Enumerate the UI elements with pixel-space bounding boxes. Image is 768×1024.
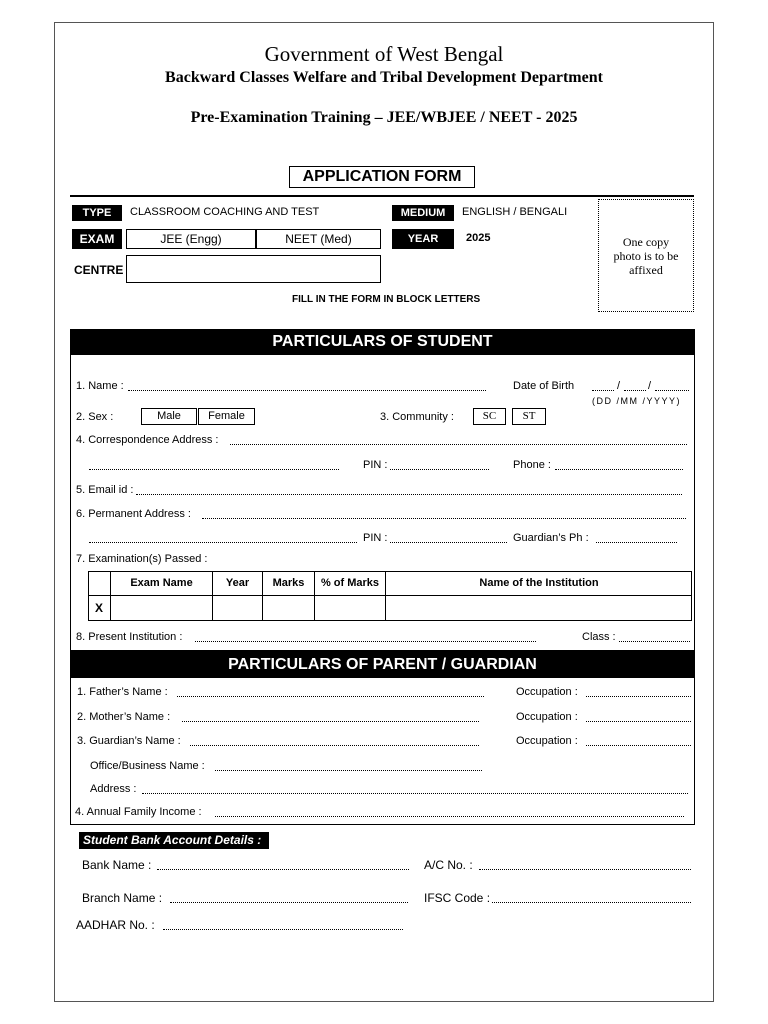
- phone-label: Phone :: [513, 459, 551, 471]
- father-occupation-label: Occupation :: [516, 686, 578, 698]
- year-label: YEAR: [392, 229, 454, 249]
- email-input[interactable]: [136, 494, 682, 495]
- table-header-year: Year: [225, 577, 250, 589]
- mother-label: 2. Mother’s Name :: [77, 711, 171, 723]
- student-section-title: PARTICULARS OF STUDENT: [70, 329, 695, 355]
- aadhar-label: AADHAR No. :: [76, 918, 155, 932]
- table-row-mark: X: [94, 601, 103, 615]
- gov-title: Government of West Bengal: [264, 42, 504, 66]
- ifsc-label: IFSC Code :: [424, 891, 491, 905]
- dob-year-input[interactable]: [655, 390, 689, 391]
- sex-female-option[interactable]: Female: [198, 408, 255, 425]
- guardian-ph-label: Guardian’s Ph :: [513, 532, 589, 544]
- community-sc-option[interactable]: SC: [473, 408, 506, 425]
- phone-input[interactable]: [555, 469, 683, 470]
- photo-note: One copy photo is to be affixed: [613, 235, 679, 277]
- class-label: Class :: [582, 631, 616, 643]
- dob-day-input[interactable]: [592, 390, 614, 391]
- sex-label: 2. Sex :: [76, 411, 114, 423]
- parent-section-title: PARTICULARS OF PARENT / GUARDIAN: [70, 651, 695, 678]
- community-label: 3. Community :: [380, 411, 454, 423]
- office-input[interactable]: [215, 770, 482, 771]
- table-cell-year[interactable]: [213, 596, 262, 620]
- table-header-marks: Marks: [272, 577, 305, 589]
- exam-option-neet[interactable]: NEET (Med): [256, 229, 381, 249]
- pin2-input[interactable]: [390, 542, 507, 543]
- program-title: Pre-Examination Training – JEE/WBJEE / NEET - 2025: [190, 109, 578, 126]
- present-inst-input[interactable]: [195, 641, 536, 642]
- name-label: 1. Name :: [76, 380, 124, 392]
- pin-label: PIN :: [363, 459, 388, 471]
- photo-box[interactable]: [598, 199, 694, 312]
- branch-label: Branch Name :: [82, 891, 163, 905]
- pin-input[interactable]: [390, 469, 489, 470]
- class-input[interactable]: [619, 641, 690, 642]
- guardian-occupation-label: Occupation :: [516, 735, 578, 747]
- sex-male-option[interactable]: Male: [141, 408, 197, 425]
- mother-occupation-label: Occupation :: [516, 711, 578, 723]
- table-header-institution: Name of the Institution: [479, 577, 599, 589]
- dob-month-input[interactable]: [624, 390, 646, 391]
- aadhar-input[interactable]: [163, 929, 403, 930]
- dept-title: Backward Classes Welfare and Tribal Development Department: [165, 69, 603, 86]
- email-label: 5. Email id :: [76, 484, 134, 496]
- bank-title: Student Bank Account Details :: [79, 832, 269, 849]
- dob-format: (DD /MM /YYYY): [592, 396, 682, 406]
- pin2-label: PIN :: [363, 532, 388, 544]
- perm-address-line2-input[interactable]: [89, 542, 357, 543]
- table-cell-institution[interactable]: [386, 596, 692, 620]
- present-inst-label: 8. Present Institution :: [76, 631, 183, 643]
- guardian-label: 3. Guardian’s Name :: [77, 735, 181, 747]
- exam-option-jee[interactable]: JEE (Engg): [126, 229, 256, 249]
- office-label: Office/Business Name :: [90, 760, 205, 772]
- type-label: TYPE: [72, 205, 122, 221]
- community-st-option[interactable]: ST: [512, 408, 546, 425]
- exam-label: EXAM: [72, 229, 122, 249]
- income-label: 4. Annual Family Income :: [75, 806, 202, 818]
- centre-label: CENTRE: [74, 263, 124, 277]
- medium-label: MEDIUM: [392, 205, 454, 221]
- father-input[interactable]: [177, 696, 484, 697]
- branch-input[interactable]: [170, 902, 408, 903]
- form-title: APPLICATION FORM: [289, 166, 475, 188]
- centre-input[interactable]: [126, 255, 381, 283]
- bank-name-label: Bank Name :: [82, 858, 152, 872]
- income-input[interactable]: [215, 816, 684, 817]
- guardian-ph-input[interactable]: [596, 542, 677, 543]
- ifsc-input[interactable]: [492, 902, 691, 903]
- year-value: 2025: [466, 232, 491, 244]
- perm-address-input[interactable]: [202, 518, 686, 519]
- bank-name-input[interactable]: [157, 869, 409, 870]
- table-header-exam-name: Exam Name: [130, 577, 193, 589]
- ac-input[interactable]: [479, 869, 691, 870]
- address-label: Address :: [90, 783, 137, 795]
- parent-address-input[interactable]: [142, 793, 688, 794]
- table-header-percent: % of Marks: [320, 577, 380, 589]
- guardian-occupation-input[interactable]: [586, 745, 691, 746]
- mother-input[interactable]: [182, 721, 479, 722]
- medium-value: ENGLISH / BENGALI: [462, 206, 568, 218]
- mother-occupation-input[interactable]: [586, 721, 691, 722]
- perm-address-label: 6. Permanent Address :: [76, 508, 191, 520]
- table-cell-percent[interactable]: [315, 596, 385, 620]
- corr-address-line2-input[interactable]: [89, 469, 339, 470]
- father-occupation-input[interactable]: [586, 696, 691, 697]
- name-input[interactable]: [128, 390, 486, 391]
- corr-address-label: 4. Correspondence Address :: [76, 434, 219, 446]
- type-value: CLASSROOM COACHING AND TEST: [130, 206, 320, 218]
- table-cell-marks[interactable]: [263, 596, 314, 620]
- ac-label: A/C No. :: [424, 858, 473, 872]
- exam-passed-label: 7. Examination(s) Passed :: [76, 553, 208, 565]
- father-label: 1. Father’s Name :: [77, 686, 168, 698]
- header-rule: [70, 195, 694, 197]
- table-cell-exam-name[interactable]: [111, 596, 212, 620]
- dob-label: Date of Birth: [513, 380, 575, 392]
- fill-note: FILL IN THE FORM IN BLOCK LETTERS: [292, 294, 481, 305]
- corr-address-input[interactable]: [230, 444, 687, 445]
- guardian-input[interactable]: [190, 745, 479, 746]
